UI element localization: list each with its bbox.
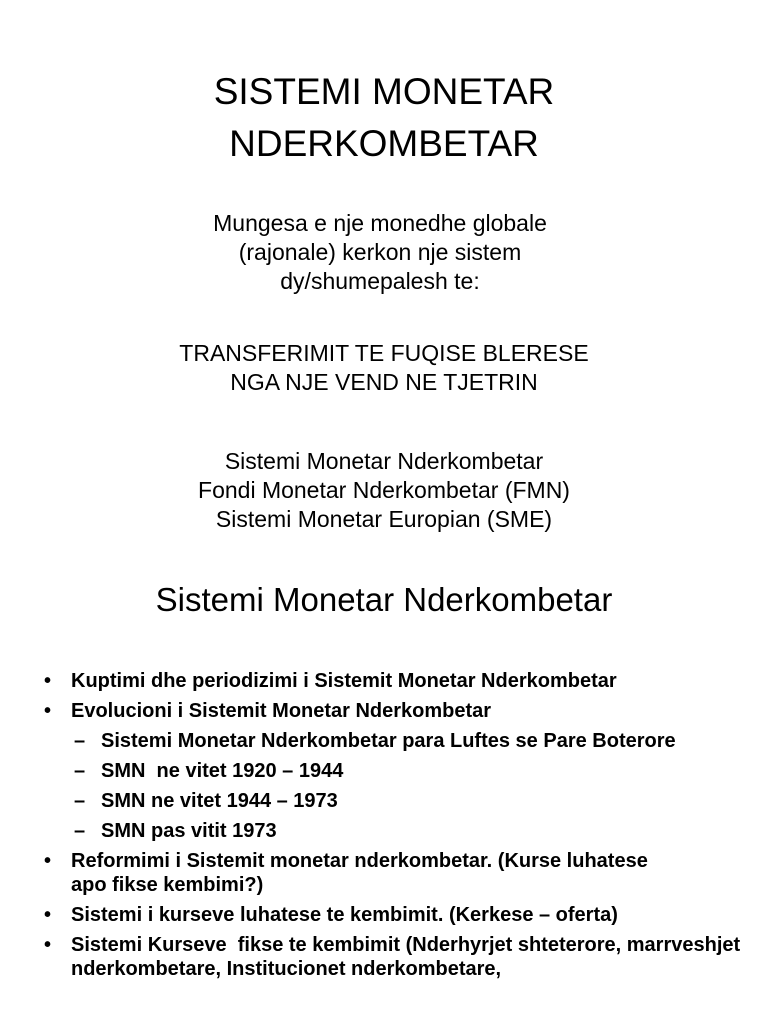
system-item: Sistemi Monetar Nderkombetar (224, 448, 544, 474)
slide-title: Sistemi Monetar Nderkombetar (155, 581, 613, 618)
system-item: Fondi Monetar Nderkombetar (FMN) (198, 477, 570, 503)
systems-list (0, 447, 768, 534)
list-item (0, 849, 768, 897)
list-item-text: Sistemi Kurseve fikse te kembimit (Nderhyrjet shteterore, marrveshjet nderkombetare, Institucionet nderkombetare, (71, 934, 746, 980)
list-item-text: Kuptimi dhe periodizimi i Sistemit Monetar Nderkombetar (71, 670, 617, 692)
list-subitem (0, 759, 768, 783)
list-subitem (0, 819, 768, 843)
list-item-text: SMN pas vitit 1973 (101, 820, 277, 842)
list-item (0, 699, 768, 723)
title-line: NDERKOMBETAR (229, 123, 539, 164)
dash-marker: – (74, 820, 86, 842)
bullet-marker: • (44, 700, 52, 722)
intro-line: Mungesa e nje monedhe globale (213, 210, 547, 236)
list-item-text: Sistemi i kurseve luhatese te kembimit. (Kerkese – oferta) (71, 904, 618, 926)
intro-line: dy/shumepalesh te: (280, 268, 480, 294)
slide-title (0, 66, 768, 170)
bullet-marker: • (44, 670, 52, 692)
bullet-marker: • (44, 934, 52, 956)
dash-marker: – (74, 760, 86, 782)
list-item-text: Evolucioni i Sistemit Monetar Nderkombetar (71, 700, 492, 722)
bullet-marker: • (44, 850, 52, 872)
intro-line: (rajonale) kerkon nje sistem (238, 239, 522, 265)
bullet-marker: • (44, 904, 52, 926)
list-item-text: Reformimi i Sistemit monetar nderkombetar. (Kurse luhatese apo fikse kembimi?) (71, 850, 648, 896)
list-item-text: SMN ne vitet 1944 – 1973 (101, 790, 338, 812)
list-item-text: Sistemi Monetar Nderkombetar para Luftes se Pare Boterore (101, 730, 676, 752)
list-item-text: SMN ne vitet 1920 – 1944 (101, 760, 344, 782)
title-line: SISTEMI MONETAR (213, 71, 555, 112)
transfer-line: TRANSFERIMIT TE FUQISE BLERESE (179, 340, 589, 366)
transfer-paragraph (0, 339, 768, 397)
intro-paragraph (0, 209, 764, 296)
list-item (0, 669, 768, 693)
system-item: Sistemi Monetar Europian (SME) (215, 506, 553, 532)
list-item (0, 933, 768, 981)
list-subitem (0, 789, 768, 813)
bullet-list (0, 669, 768, 987)
list-subitem (0, 729, 768, 753)
transfer-line: NGA NJE VEND NE TJETRIN (230, 369, 538, 395)
dash-marker: – (74, 790, 86, 812)
list-item (0, 903, 768, 927)
dash-marker: – (74, 730, 86, 752)
